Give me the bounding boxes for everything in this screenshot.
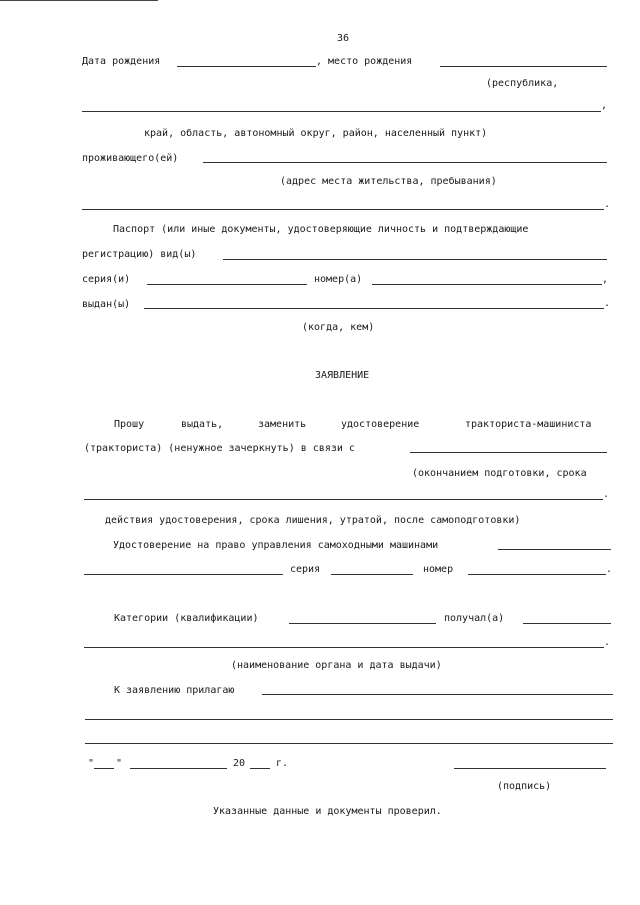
comma-mark: , (601, 100, 608, 111)
period-mark: . (604, 298, 611, 309)
year-prefix: 20 (233, 758, 246, 769)
issued-hint: (когда, кем) (302, 322, 375, 333)
region-hint: край, область, автономный округ, район, населенный пункт) (144, 128, 488, 139)
license-field[interactable] (498, 549, 611, 550)
license-field-line2[interactable] (84, 574, 283, 575)
passport-issued-field[interactable] (144, 308, 604, 309)
signature-hint: (подпись) (497, 781, 552, 792)
attach-label: К заявлению прилагаю (114, 685, 235, 696)
date-year-field[interactable] (250, 768, 270, 769)
attach-field-line3[interactable] (85, 743, 613, 744)
signature-field[interactable] (454, 768, 606, 769)
request-word-3: заменить (258, 419, 307, 430)
reason-field-line2[interactable] (84, 499, 603, 500)
categories-field[interactable] (289, 623, 436, 624)
reason-hint-2: действия удостоверения, срока лишения, утратой, после самоподготовки) (105, 515, 521, 526)
passport-number-label: номер(а) (314, 274, 363, 285)
date-close-quote: " (116, 758, 123, 769)
period-mark: . (604, 199, 611, 210)
attach-field-line2[interactable] (85, 719, 613, 720)
license-number-label: номер (423, 564, 454, 575)
residing-label: проживающего(ей) (82, 153, 179, 164)
address-field[interactable] (82, 209, 604, 210)
birth-date-field[interactable] (177, 66, 316, 67)
page-number: 36 (337, 33, 350, 44)
attach-field[interactable] (262, 694, 613, 695)
verified-label: Указанные данные и документы проверил. (213, 806, 442, 817)
passport-type-field[interactable] (223, 259, 607, 260)
received-label: получал(а) (444, 613, 505, 624)
period-mark: . (603, 489, 610, 500)
license-label: Удостоверение на право управления самоходными машинами (113, 540, 439, 551)
address-hint: (адрес места жительства, пребывания) (280, 176, 497, 187)
authority-hint: (наименование органа и дата выдачи) (231, 660, 442, 671)
republic-hint: (республика, (486, 78, 559, 89)
request-line-2: (тракториста) (ненужное зачеркнуть) в связи с (84, 443, 355, 454)
top-edge-line (0, 0, 158, 1)
license-series-label: серия (290, 564, 321, 575)
received-field[interactable] (523, 623, 611, 624)
license-number-field[interactable] (468, 574, 606, 575)
request-word-5: тракториста-машиниста (465, 419, 592, 430)
passport-series-field[interactable] (147, 284, 307, 285)
passport-type-label: регистрацию) вид(ы) (82, 249, 197, 260)
statement-title: ЗАЯВЛЕНИЕ (315, 370, 370, 381)
birth-place-field[interactable] (440, 66, 607, 67)
period-mark: . (606, 564, 613, 575)
year-suffix: г. (276, 758, 289, 769)
passport-issued-label: выдан(ы) (82, 299, 131, 310)
comma-mark: , (602, 274, 609, 285)
passport-series-label: серия(и) (82, 274, 131, 285)
residing-field[interactable] (203, 162, 607, 163)
reason-hint-1: (окончанием подготовки, срока (412, 468, 587, 479)
request-word-2: выдать, (181, 419, 224, 430)
request-word-4: удостоверение (341, 419, 420, 430)
date-month-field[interactable] (130, 768, 227, 769)
date-open-quote: " (88, 758, 95, 769)
period-mark: . (604, 637, 611, 648)
request-word-1: Прошу (114, 419, 145, 430)
birth-date-label: Дата рождения (82, 56, 161, 67)
received-field-line2[interactable] (84, 647, 604, 648)
license-series-field[interactable] (331, 574, 413, 575)
passport-intro: Паспорт (или иные документы, удостоверяющие личность и подтверждающие (113, 224, 529, 235)
date-day-field[interactable] (94, 768, 114, 769)
birth-place-label: , место рождения (316, 56, 413, 67)
categories-label: Категории (квалификации) (114, 613, 259, 624)
passport-number-field[interactable] (372, 284, 602, 285)
birth-place-field-line2[interactable] (82, 111, 601, 112)
reason-field[interactable] (410, 452, 607, 453)
